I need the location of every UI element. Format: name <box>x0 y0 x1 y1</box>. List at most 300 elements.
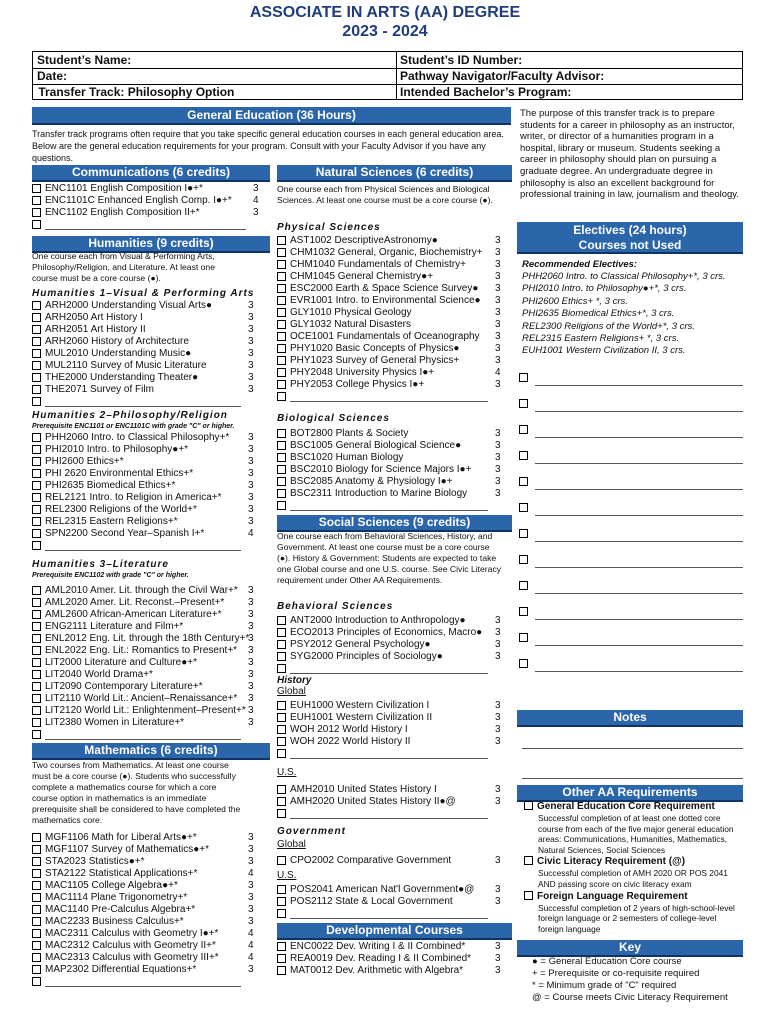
course-name: MAC2233 Business Calculus+* <box>45 916 184 927</box>
write-in-line[interactable] <box>535 463 743 464</box>
course-checkbox[interactable] <box>32 397 41 406</box>
course-row <box>277 736 512 748</box>
course-checkbox[interactable] <box>277 236 286 245</box>
course-checkbox[interactable] <box>277 260 286 269</box>
course-row <box>32 952 270 964</box>
developmental-heading: Developmental Courses <box>277 923 512 940</box>
course-checkbox[interactable] <box>32 610 41 619</box>
write-in-line[interactable] <box>290 510 488 511</box>
course-checkbox[interactable] <box>32 361 41 370</box>
course-checkbox[interactable] <box>277 284 286 293</box>
course-name: ENG2111 Literature and Film+* <box>45 621 184 632</box>
course-row <box>32 195 270 207</box>
course-name: REL2121 Intro. to Religion in America+* <box>45 492 222 503</box>
course-checkbox[interactable] <box>277 380 286 389</box>
course-checkbox[interactable] <box>277 652 286 661</box>
course-checkbox[interactable] <box>32 517 41 526</box>
course-checkbox[interactable] <box>32 337 41 346</box>
requirement-checkbox[interactable] <box>524 891 533 900</box>
course-checkbox[interactable] <box>32 977 41 986</box>
course-row <box>277 259 512 271</box>
recommended-elective: PHH2060 Intro. to Classical Philosophy+*, 3 crs. <box>522 271 726 282</box>
write-in-line[interactable] <box>45 550 241 551</box>
course-checkbox[interactable] <box>277 954 286 963</box>
course-checkbox[interactable] <box>32 184 41 193</box>
write-in-line[interactable] <box>45 739 241 740</box>
course-row <box>277 343 512 355</box>
elective-checkbox[interactable] <box>519 529 528 538</box>
course-checkbox[interactable] <box>32 706 41 715</box>
course-checkbox[interactable] <box>277 332 286 341</box>
course-checkbox[interactable] <box>32 634 41 643</box>
course-checkbox[interactable] <box>277 909 286 918</box>
course-row <box>32 372 270 384</box>
write-in-line[interactable] <box>290 673 488 674</box>
course-credits: 3 <box>495 965 501 976</box>
social-sciences-heading: Social Sciences (9 credits) <box>277 515 512 532</box>
course-credits: 3 <box>495 331 501 342</box>
blank-course-row <box>32 540 270 552</box>
elective-checkbox[interactable] <box>519 373 528 382</box>
course-name: ENC1101C Enhanced English Comp. I●+* <box>45 195 232 206</box>
course-checkbox[interactable] <box>32 220 41 229</box>
course-name: MAC2311 Calculus with Geometry I●+* <box>45 928 219 939</box>
degree-year: 2023 - 2024 <box>342 23 428 40</box>
elective-row <box>519 475 745 501</box>
behavioral-sciences-subheading: Behavioral Sciences <box>277 601 394 612</box>
physical-sciences-subheading: Physical Sciences <box>277 222 381 233</box>
course-row <box>277 700 512 712</box>
course-name: ENL2022 Eng. Lit.: Romantics to Present+* <box>45 645 238 656</box>
write-in-line[interactable] <box>45 406 241 407</box>
elective-checkbox[interactable] <box>519 607 528 616</box>
course-checkbox[interactable] <box>32 929 41 938</box>
communications-heading: Communications (6 credits) <box>32 165 270 182</box>
course-row <box>277 712 512 724</box>
course-credits: 3 <box>248 693 254 704</box>
write-in-line[interactable] <box>535 645 743 646</box>
course-name: ENC1101 English Composition I●+* <box>45 183 203 194</box>
course-name: PHY1020 Basic Concepts of Physics● <box>290 343 460 354</box>
course-credits: 3 <box>495 896 501 907</box>
course-credits: 3 <box>248 504 254 515</box>
course-checkbox[interactable] <box>32 373 41 382</box>
course-name: MAC1114 Plane Trigonometry+* <box>45 892 188 903</box>
course-credits: 3 <box>248 597 254 608</box>
course-checkbox[interactable] <box>32 646 41 655</box>
course-name: BSC2085 Anatomy & Physiology I●+ <box>290 476 453 487</box>
course-checkbox[interactable] <box>32 965 41 974</box>
course-name: LIT2000 Literature and Culture●+* <box>45 657 197 668</box>
course-credits: 3 <box>248 904 254 915</box>
course-credits: 3 <box>495 639 501 650</box>
course-row <box>277 965 512 977</box>
course-checkbox[interactable] <box>32 433 41 442</box>
course-checkbox[interactable] <box>277 356 286 365</box>
course-row <box>32 681 270 693</box>
blank-course-row <box>32 396 270 408</box>
requirement-description: Successful completion of 2 years of high-school-level foreign language or 2 semesters of college-level foreign language <box>538 902 735 934</box>
course-name: REL2315 Eastern Religions+* <box>45 516 178 527</box>
course-checkbox[interactable] <box>32 196 41 205</box>
course-checkbox[interactable] <box>32 493 41 502</box>
recommended-elective: PHI2600 Ethics+ *, 3 crs. <box>522 295 628 307</box>
history-us-label: U.S. <box>277 767 297 778</box>
course-credits: 3 <box>495 615 501 626</box>
write-in-line[interactable] <box>535 567 743 568</box>
course-name: WOH 2012 World History I <box>290 724 408 735</box>
course-row <box>277 476 512 488</box>
course-row <box>32 300 270 312</box>
recommended-electives-list <box>522 271 742 358</box>
course-row <box>32 868 270 880</box>
course-name: BSC1005 General Biological Science● <box>290 440 462 451</box>
course-name: AML2600 African-American Literature+* <box>45 609 222 620</box>
course-credits: 3 <box>495 355 501 366</box>
write-in-line[interactable] <box>535 437 743 438</box>
course-checkbox[interactable] <box>277 477 286 486</box>
advisor-label: Pathway Navigator/Faculty Advisor: <box>400 69 605 83</box>
course-row <box>32 207 270 219</box>
course-name: EVR1001 Intro. to Environmental Science● <box>290 295 481 306</box>
course-name: PHI2010 Intro. to Philosophy●+* <box>45 444 189 455</box>
course-credits: 3 <box>248 964 254 975</box>
course-name: MAC2312 Calculus with Geometry II+* <box>45 940 216 951</box>
course-row <box>32 492 270 504</box>
course-checkbox[interactable] <box>277 453 286 462</box>
course-name: STA2023 Statistics●+* <box>45 856 145 867</box>
course-checkbox[interactable] <box>277 320 286 329</box>
course-checkbox[interactable] <box>32 598 41 607</box>
course-checkbox[interactable] <box>32 670 41 679</box>
write-in-line[interactable] <box>535 411 743 412</box>
course-name: PHY1023 Survey of General Physics+ <box>290 355 460 366</box>
blank-course-row <box>277 808 512 820</box>
physical-sciences-list <box>277 235 512 403</box>
requirement-title <box>524 891 744 903</box>
course-credits: 3 <box>495 488 501 499</box>
course-checkbox[interactable] <box>277 749 286 758</box>
write-in-line[interactable] <box>535 489 743 490</box>
course-row <box>277 295 512 307</box>
course-credits: 3 <box>495 464 501 475</box>
course-row <box>32 964 270 976</box>
course-name: LIT2110 World Lit.: Ancient–Renaissance+* <box>45 693 238 704</box>
write-in-line[interactable] <box>535 671 743 672</box>
course-name: CHM1040 Fundamentals of Chemistry+ <box>290 259 466 270</box>
course-checkbox[interactable] <box>32 658 41 667</box>
course-name: AMH2020 United States History II●@ <box>290 796 456 807</box>
course-checkbox[interactable] <box>32 505 41 514</box>
write-in-line[interactable] <box>535 619 743 620</box>
course-credits: 3 <box>248 705 254 716</box>
course-checkbox[interactable] <box>277 628 286 637</box>
course-row <box>277 651 512 663</box>
course-checkbox[interactable] <box>277 296 286 305</box>
course-checkbox[interactable] <box>32 718 41 727</box>
write-in-line[interactable] <box>290 758 488 759</box>
write-in-line[interactable] <box>290 401 488 402</box>
course-credits: 3 <box>248 856 254 867</box>
course-credits: 3 <box>248 312 254 323</box>
elective-checkbox[interactable] <box>519 451 528 460</box>
course-name: STA2122 Statistical Applications+* <box>45 868 198 879</box>
course-checkbox[interactable] <box>277 785 286 794</box>
other-requirements-list <box>524 801 744 935</box>
course-name: LIT2120 World Lit.: Enlightenment–Present+* <box>45 705 246 716</box>
course-row <box>32 597 270 609</box>
write-in-line[interactable] <box>45 986 241 987</box>
course-row <box>277 440 512 452</box>
course-row <box>277 379 512 391</box>
course-checkbox[interactable] <box>32 730 41 739</box>
course-name: OCE1001 Fundamentals of Oceanography <box>290 331 480 342</box>
write-in-line[interactable] <box>45 229 246 230</box>
course-name: MAT0012 Dev. Arithmetic with Algebra* <box>290 965 464 976</box>
course-row <box>277 855 512 867</box>
course-row <box>32 504 270 516</box>
course-credits: 3 <box>495 941 501 952</box>
course-row <box>32 621 270 633</box>
course-name: ENL2012 Eng. Lit. through the 18th Century+* <box>45 633 250 644</box>
course-credits: 3 <box>248 669 254 680</box>
course-checkbox[interactable] <box>32 953 41 962</box>
course-checkbox[interactable] <box>32 541 41 550</box>
course-checkbox[interactable] <box>277 664 286 673</box>
course-row <box>277 615 512 627</box>
course-name: SYG2000 Principles of Sociology● <box>290 651 443 662</box>
electives-heading <box>517 222 743 254</box>
course-credits: 3 <box>248 360 254 371</box>
key-list <box>532 956 744 1004</box>
course-row <box>32 360 270 372</box>
humanities-philosophy-subheading: Humanities 2–Philosophy/Religion <box>32 410 228 421</box>
course-row <box>32 669 270 681</box>
course-checkbox[interactable] <box>32 917 41 926</box>
course-checkbox[interactable] <box>32 833 41 842</box>
course-checkbox[interactable] <box>277 737 286 746</box>
course-checkbox[interactable] <box>277 429 286 438</box>
course-checkbox[interactable] <box>32 893 41 902</box>
course-checkbox[interactable] <box>32 586 41 595</box>
course-name: ARH2050 Art History I <box>45 312 143 323</box>
course-checkbox[interactable] <box>277 809 286 818</box>
course-checkbox[interactable] <box>277 489 286 498</box>
elective-checkbox[interactable] <box>519 659 528 668</box>
course-checkbox[interactable] <box>277 465 286 474</box>
course-row <box>32 657 270 669</box>
philosophy-prereq-note: Prerequisite ENC1101 or ENC1101C with grade "C" or higher. <box>32 423 235 430</box>
course-credits: 3 <box>248 300 254 311</box>
date-label: Date: <box>37 69 68 83</box>
humanities-literature-list <box>32 585 270 741</box>
course-credits: 3 <box>495 235 501 246</box>
course-checkbox[interactable] <box>32 845 41 854</box>
write-in-line[interactable] <box>535 593 743 594</box>
electives-heading-subtitle: Courses not Used <box>578 238 682 252</box>
course-name: ENC0022 Dev. Writing I & II Combined* <box>290 941 466 952</box>
course-checkbox[interactable] <box>32 622 41 631</box>
course-name: POS2041 American Nat'l Government●@ <box>290 884 475 895</box>
course-checkbox[interactable] <box>32 301 41 310</box>
course-row <box>32 904 270 916</box>
other-requirements-heading: Other AA Requirements <box>517 785 743 802</box>
write-in-line[interactable] <box>290 818 488 819</box>
course-credits: 3 <box>248 681 254 692</box>
course-checkbox[interactable] <box>277 248 286 257</box>
requirement-title-text: General Education Core Requirement <box>537 801 715 812</box>
course-row <box>277 784 512 796</box>
elective-checkbox[interactable] <box>519 633 528 642</box>
course-name: GLY1032 Natural Disasters <box>290 319 411 330</box>
course-credits: 3 <box>495 476 501 487</box>
course-name: MAC1140 Pre-Calculus Algebra+* <box>45 904 196 915</box>
course-checkbox[interactable] <box>32 941 41 950</box>
course-checkbox[interactable] <box>32 529 41 538</box>
course-row <box>32 928 270 940</box>
key-item: * = Minimum grade of "C" required <box>532 980 677 991</box>
course-name: BSC2010 Biology for Science Majors I●+ <box>290 464 472 475</box>
blank-course-row <box>277 663 512 675</box>
course-name: ARH2060 History of Architecture <box>45 336 189 347</box>
course-credits: 3 <box>495 428 501 439</box>
write-in-line[interactable] <box>535 385 743 386</box>
course-credits: 4 <box>495 367 501 378</box>
course-credits: 3 <box>248 609 254 620</box>
course-row <box>32 324 270 336</box>
course-name: EUH1001 Western Civilization II <box>290 712 433 723</box>
notes-line[interactable] <box>522 778 743 779</box>
track-purpose-text: The purpose of this transfer track is to prepare students for a career in philosophy as an instructor, writer, or director of a humanities program in a hospital, library or museum. Students seeking a career in philosophy should plan on pursuing a graduate degree. An undergraduate degree in philosophy is also an excellent background for professional training in law, journalism and theology. <box>520 108 739 201</box>
write-in-line[interactable] <box>535 541 743 542</box>
course-row <box>32 856 270 868</box>
elective-row <box>519 449 745 475</box>
elective-checkbox[interactable] <box>519 503 528 512</box>
course-checkbox[interactable] <box>277 640 286 649</box>
general-education-heading: General Education (36 Hours) <box>32 107 511 125</box>
requirement-description: Successful completion of AMH 2020 OR POS 2041 AND passing score on civic literacy exam <box>538 868 728 889</box>
course-checkbox[interactable] <box>277 344 286 353</box>
elective-checkbox[interactable] <box>519 555 528 564</box>
course-credits: 3 <box>248 916 254 927</box>
course-row <box>32 432 270 444</box>
course-name: ECO2013 Principles of Economics, Macro● <box>290 627 483 638</box>
elective-checkbox[interactable] <box>519 477 528 486</box>
elective-checkbox[interactable] <box>519 399 528 408</box>
course-name: ANT2000 Introduction to Anthropology● <box>290 615 466 626</box>
course-checkbox[interactable] <box>32 385 41 394</box>
course-checkbox[interactable] <box>32 869 41 878</box>
course-name: LIT2090 Contemporary Literature+* <box>45 681 203 692</box>
course-credits: 3 <box>248 480 254 491</box>
recommended-elective: EUH1001 Western Civilization II, 3 crs. <box>522 345 686 357</box>
requirement-checkbox[interactable] <box>524 801 533 810</box>
course-checkbox[interactable] <box>32 313 41 322</box>
course-row <box>277 896 512 908</box>
course-name: LIT2380 Women in Literature+* <box>45 717 185 728</box>
course-credits: 4 <box>248 528 254 539</box>
course-checkbox[interactable] <box>277 725 286 734</box>
government-subheading: Government <box>277 826 346 837</box>
write-in-line[interactable] <box>290 918 488 919</box>
course-checkbox[interactable] <box>277 966 286 975</box>
course-row <box>32 312 270 324</box>
course-row <box>32 516 270 528</box>
course-row <box>277 627 512 639</box>
course-credits: 3 <box>248 892 254 903</box>
course-checkbox[interactable] <box>32 349 41 358</box>
course-row <box>277 367 512 379</box>
course-row <box>277 488 512 500</box>
course-name: AMH2010 United States History I <box>290 784 437 795</box>
course-checkbox[interactable] <box>277 308 286 317</box>
course-credits: 3 <box>248 324 254 335</box>
course-checkbox[interactable] <box>32 208 41 217</box>
elective-checkbox[interactable] <box>519 425 528 434</box>
course-checkbox[interactable] <box>277 942 286 951</box>
course-checkbox[interactable] <box>277 272 286 281</box>
course-row <box>277 271 512 283</box>
elective-row <box>519 397 745 423</box>
course-row <box>277 307 512 319</box>
course-checkbox[interactable] <box>32 325 41 334</box>
course-checkbox[interactable] <box>32 682 41 691</box>
course-checkbox[interactable] <box>277 501 286 510</box>
course-credits: 3 <box>495 712 501 723</box>
course-checkbox[interactable] <box>277 856 286 865</box>
course-name: CPO2002 Comparative Government <box>290 855 452 866</box>
student-name-label: Student’s Name: <box>37 53 132 67</box>
elective-blank-rows <box>519 371 745 683</box>
course-row <box>277 464 512 476</box>
course-credits: 3 <box>495 247 501 258</box>
student-id-label: Student’s ID Number: <box>400 53 523 67</box>
course-checkbox[interactable] <box>32 445 41 454</box>
course-checkbox[interactable] <box>32 469 41 478</box>
notes-line[interactable] <box>522 748 743 749</box>
course-checkbox[interactable] <box>277 616 286 625</box>
course-name: MAC2313 Calculus with Geometry III+* <box>45 952 219 963</box>
course-checkbox[interactable] <box>277 441 286 450</box>
course-checkbox[interactable] <box>32 857 41 866</box>
blank-course-row <box>32 729 270 741</box>
course-checkbox[interactable] <box>277 897 286 906</box>
course-checkbox[interactable] <box>32 694 41 703</box>
elective-checkbox[interactable] <box>519 581 528 590</box>
course-checkbox[interactable] <box>277 797 286 806</box>
course-checkbox[interactable] <box>277 701 286 710</box>
elective-row <box>519 423 745 449</box>
course-checkbox[interactable] <box>32 905 41 914</box>
course-name: MGF1106 Math for Liberal Arts●+* <box>45 832 197 843</box>
course-checkbox[interactable] <box>32 457 41 466</box>
course-checkbox[interactable] <box>32 881 41 890</box>
requirement-checkbox[interactable] <box>524 856 533 865</box>
course-checkbox[interactable] <box>277 713 286 722</box>
course-checkbox[interactable] <box>277 368 286 377</box>
course-row <box>277 428 512 440</box>
elective-row <box>519 553 745 579</box>
write-in-line[interactable] <box>535 515 743 516</box>
course-credits: 3 <box>248 468 254 479</box>
course-checkbox[interactable] <box>32 481 41 490</box>
course-row <box>32 528 270 540</box>
course-credits: 3 <box>248 492 254 503</box>
course-credits: 4 <box>248 940 254 951</box>
course-checkbox[interactable] <box>277 885 286 894</box>
course-checkbox[interactable] <box>277 392 286 401</box>
course-name: BSC1020 Human Biology <box>290 452 404 463</box>
